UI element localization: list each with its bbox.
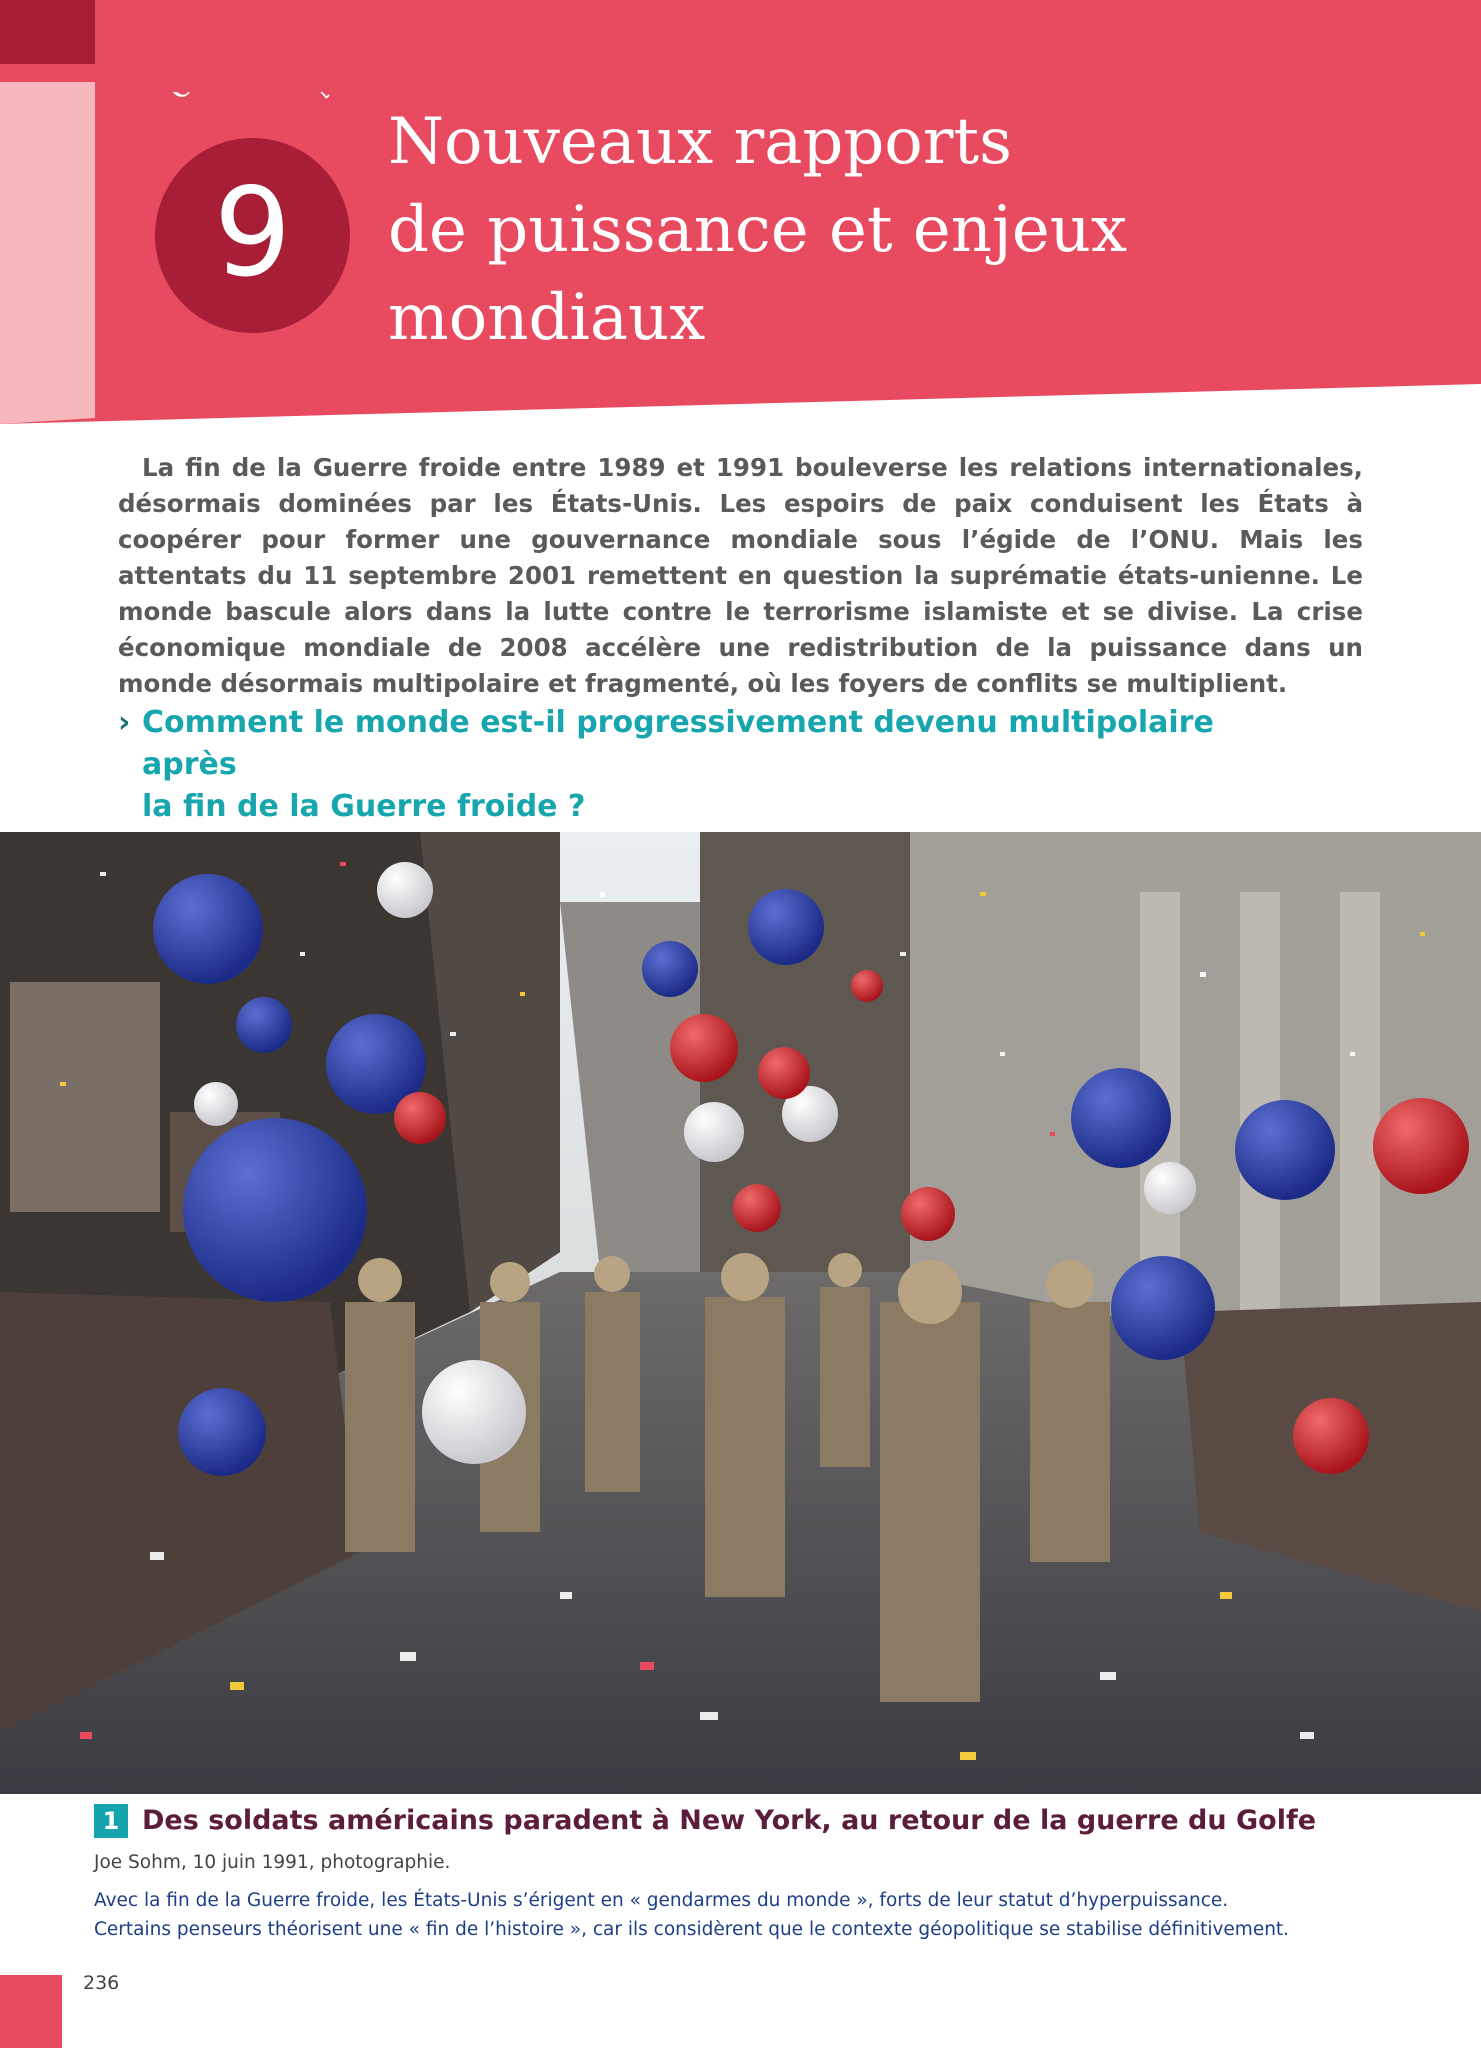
problem-question [118,702,1278,828]
caption-line: Certains penseurs théorisent une « fin de l’histoire », car ils considèrent que le contexte géopolitique se stabilise définitivement. [94,1919,1290,1940]
chapter-title-line: mondiaux [388,281,706,355]
photo-caption [94,1804,1434,1944]
chapter-introduction: La fin de la Guerre froide entre 1989 et 1991 bouleverse les relations internationales, désormais dominées par les États-Unis. Les espoirs de paix conduisent les États à coopérer pour former une gouvernance mondiale sous l’égide de l’ONU. Mais les attentats du 11 septembre 2001 remettent en question la suprématie états-unienne. Le monde bascule alors dans la lutte contre le terrorisme islamiste et se divise. La crise économique mondiale de 2008 accélère une redistribution de la puissance dans un monde désormais multipolaire et fragmenté, où les foyers de conflits se multiplient. [118,453,1363,698]
footer-corner-decoration [0,1975,62,2048]
question-line: Comment le monde est-il progressivement devenu multipolaire après [142,705,1214,782]
question-text [142,702,1278,828]
document-number-badge: 1 [94,1804,128,1838]
question-line: la fin de la Guerre froide ? [142,789,586,824]
caption-line: Avec la fin de la Guerre froide, les États-Unis s’érigent en « gendarmes du monde », forts de leur statut d’hyperpuissance. [94,1890,1229,1911]
caption-source: Joe Sohm, 10 juin 1991, photographie. [94,1852,451,1873]
chapter-word-text [162,92,349,107]
chapter-title [388,98,1288,362]
caption-description [94,1886,1434,1944]
chapter-title-line: de puissance et enjeux [388,193,1128,267]
chapter-title-line: Nouveaux rapports [388,105,1012,179]
chapter-number: 9 [213,161,292,304]
chapter-number-badge [155,138,350,333]
chevron-right-icon: › [118,705,131,740]
header-corner-decoration [0,0,95,64]
header-side-strip [0,82,95,424]
caption-title: Des soldats américains paradent à New York, au retour de la guerre du Golfe [142,1805,1317,1836]
svg-text:CHAPITRE [162,92,349,107]
page-number: 236 [83,1972,120,1994]
parade-photograph [0,832,1481,1794]
photograph-icon [0,832,1481,1794]
caption-heading [94,1804,1434,1838]
